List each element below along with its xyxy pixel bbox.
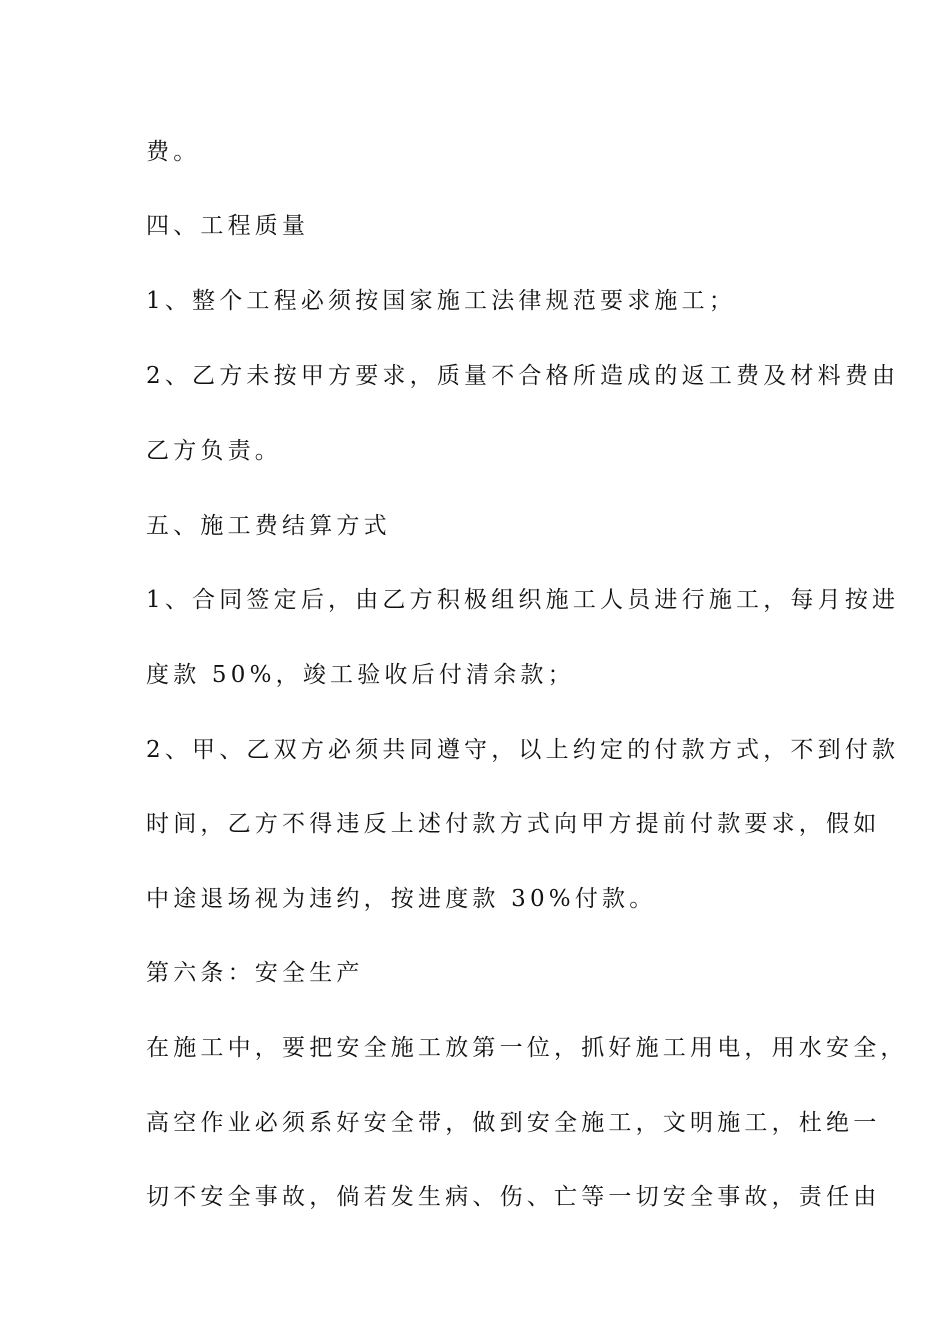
text-line: 1、合同签定后，由乙方积极组织施工人员进行施工，每月按进 [146, 587, 900, 613]
text-line: 2、乙方未按甲方要求，质量不合格所造成的返工费及材料费由 [146, 363, 900, 389]
text-line: 度款 50%，竣工验收后付清余款； [146, 662, 575, 688]
text-line: 中途退场视为违约，按进度款 30%付款。 [146, 886, 657, 912]
section-heading-quality: 四、工程质量 [146, 213, 310, 239]
text-line: 高空作业必须系好安全带，做到安全施工，文明施工，杜绝一 [146, 1110, 881, 1136]
section-heading-safety: 第六条：安全生产 [146, 960, 364, 986]
text-line: 1、整个工程必须按国家施工法律规范要求施工； [146, 288, 737, 314]
text-line: 时间，乙方不得违反上述付款方式向甲方提前付款要求，假如 [146, 811, 881, 837]
text-line: 2、甲、乙双方必须共同遵守，以上约定的付款方式，不到付款 [146, 737, 900, 763]
text-line: 费。 [146, 139, 201, 165]
text-line: 切不安全事故，倘若发生病、伤、亡等一切安全事故，责任由 [146, 1184, 881, 1210]
section-heading-payment: 五、施工费结算方式 [146, 513, 391, 539]
text-line: 在施工中，要把安全施工放第一位，抓好施工用电，用水安全， [146, 1035, 908, 1061]
text-line: 乙方负责。 [146, 438, 282, 464]
